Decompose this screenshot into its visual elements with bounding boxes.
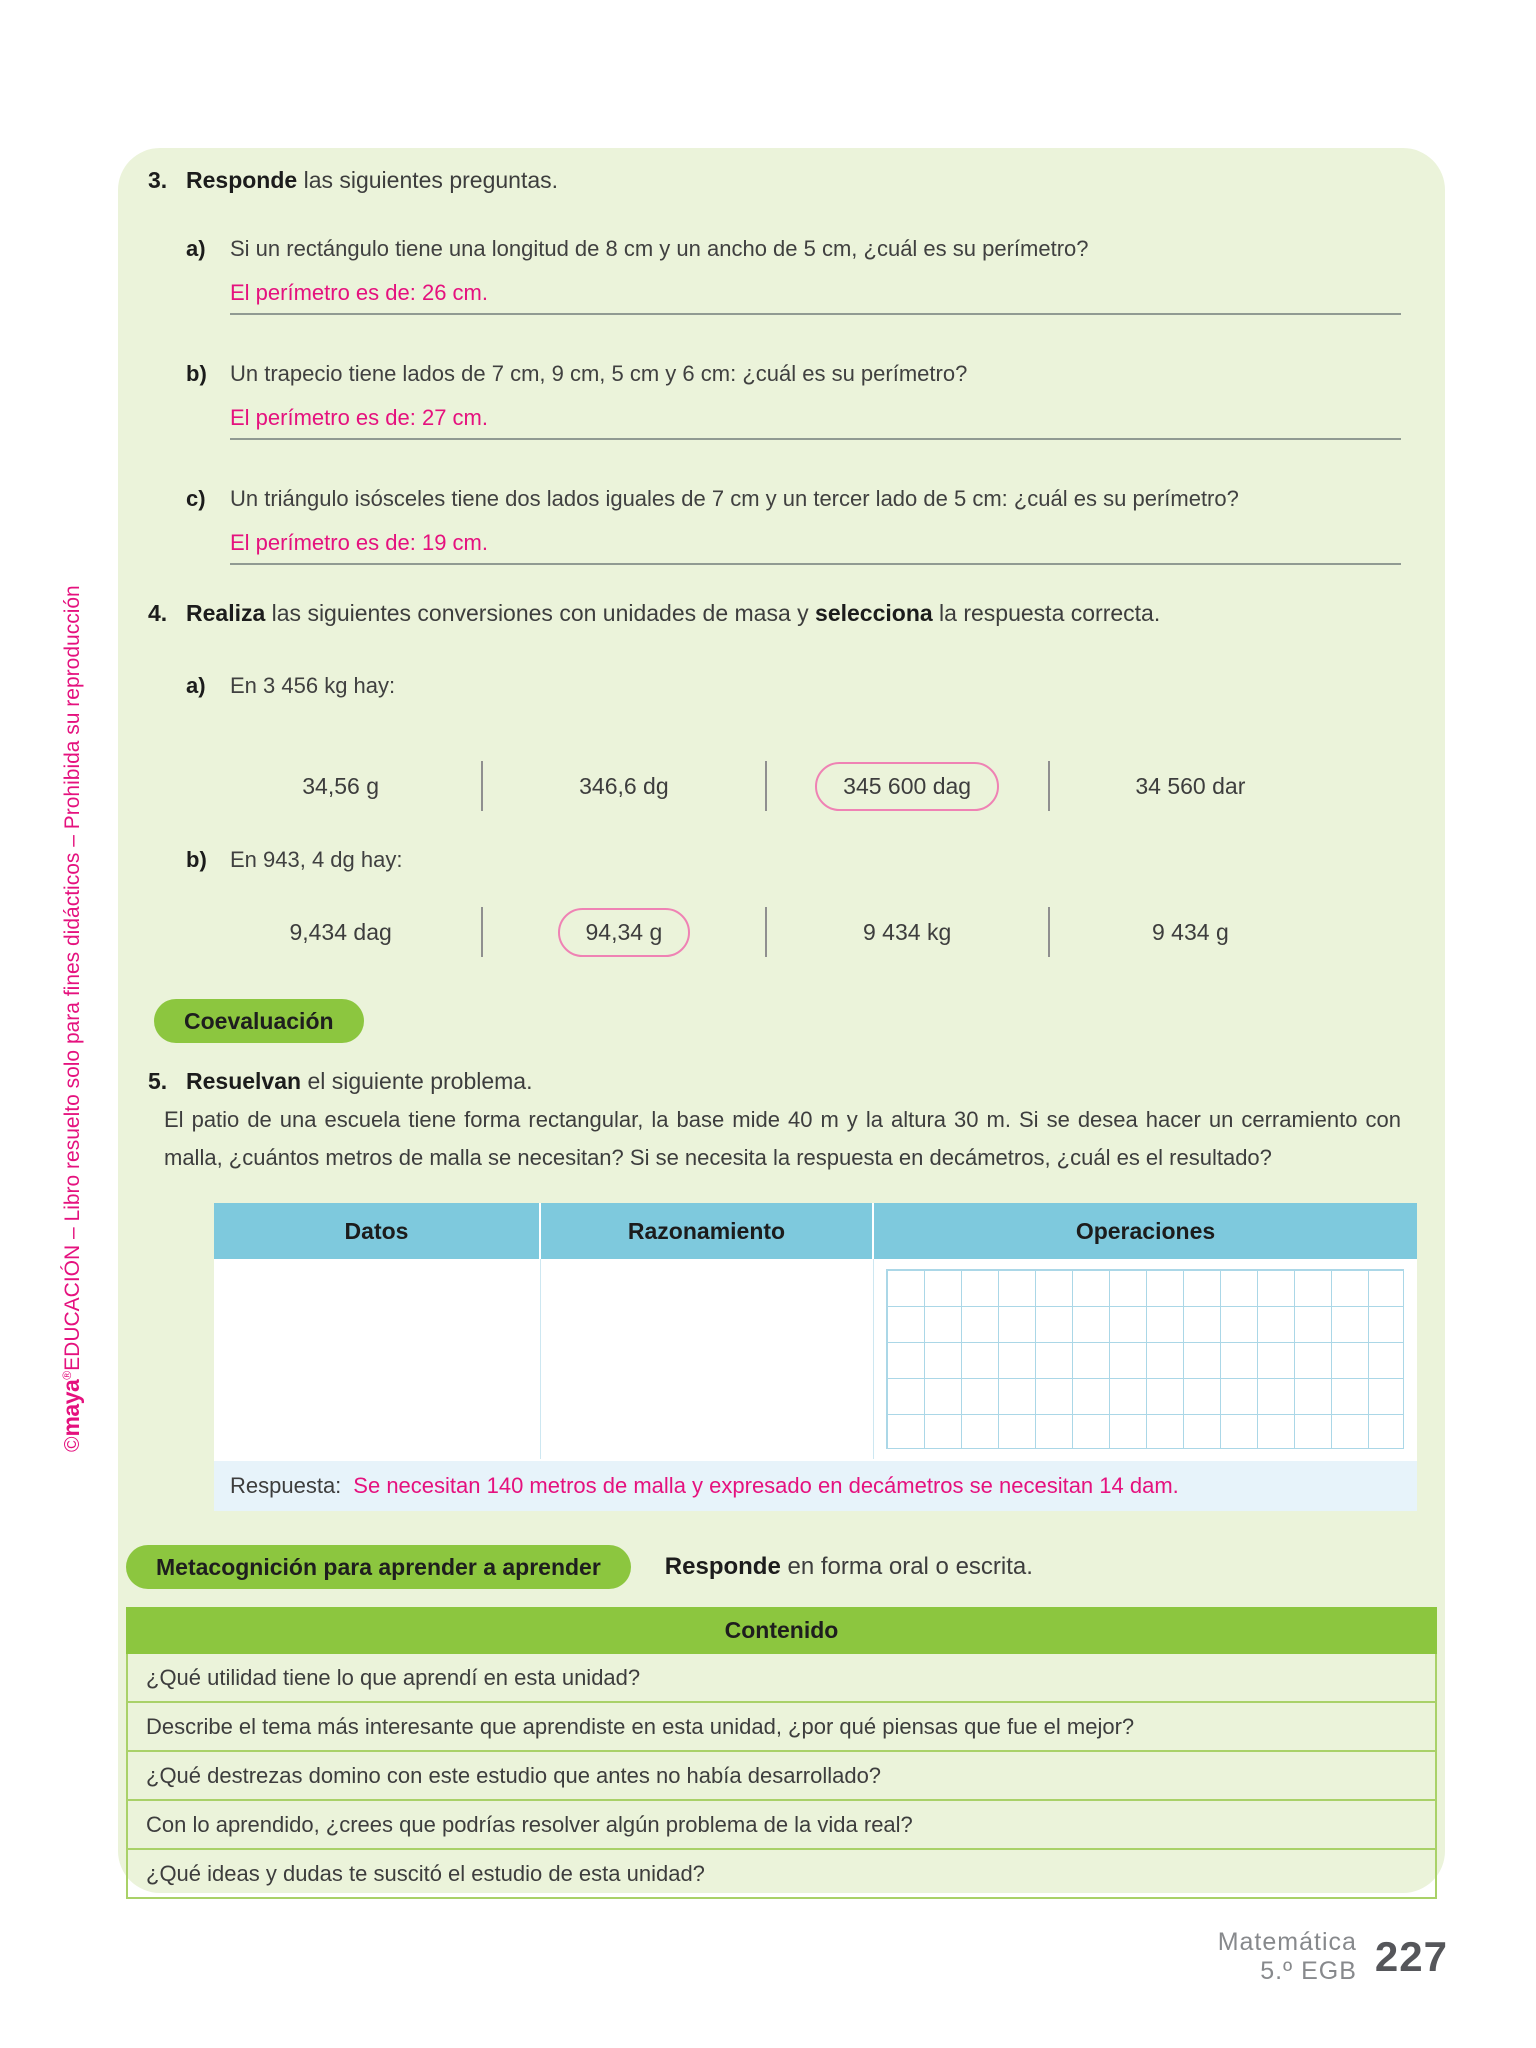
subject-label: Matemática (1217, 1928, 1357, 1956)
contenido-question: ¿Qué ideas y dudas te suscitó el estudio de esta unidad? (128, 1848, 1435, 1897)
exercise-3-title: Responde las siguientes preguntas. (186, 167, 559, 193)
options-row-4a (200, 755, 1331, 817)
question-text: Un trapecio tiene lados de 7 cm, 9 cm, 5 cm y 6 cm: ¿cuál es su perímetro? (230, 361, 968, 386)
work-table (214, 1203, 1417, 1511)
page-content-panel (118, 148, 1445, 1893)
contenido-rows (126, 1654, 1437, 1899)
operations-grid (886, 1269, 1404, 1449)
answer-line-3b: El perímetro es de: 27 cm. (230, 403, 1401, 440)
margin-copyright-notice (58, 422, 92, 1452)
exercise-4-title: Realiza las siguientes conversiones con unidades de masa y selecciona la respuesta correcta. (186, 600, 1161, 626)
metacognicion-instruction: Responde en forma oral o escrita. (664, 1553, 1033, 1580)
option-text: 94,34 g (558, 908, 691, 957)
metacognicion-row (126, 1545, 1401, 1589)
question-text: Un triángulo isósceles tiene dos lados iguales de 7 cm y un tercer lado de 5 cm: ¿cuál es su perímetro? (230, 486, 1239, 511)
exercise-number: 3. (148, 167, 168, 193)
option-text: 9,434 dag (289, 918, 392, 945)
option-text: 9 434 g (1152, 918, 1229, 945)
option-text: 34,56 g (302, 772, 379, 799)
question-4a (186, 669, 1401, 703)
question-text: Si un rectángulo tiene una longitud de 8 cm y un ancho de 5 cm, ¿cuál es su perímetro? (230, 236, 1089, 261)
metacognicion-badge: Metacognición para aprender a aprender (126, 1545, 631, 1589)
option-text: 346,6 dg (579, 772, 669, 799)
option-choice-selected (483, 908, 764, 957)
coevaluacion-badge: Coevaluación (154, 999, 364, 1043)
option-text: 9 434 kg (863, 918, 952, 945)
work-table-header (214, 1203, 1417, 1259)
question-4b (186, 843, 1401, 877)
option-choice (200, 773, 481, 800)
item-label: a) (186, 673, 206, 698)
book-subject-grade (1218, 1928, 1357, 1986)
contenido-header: Contenido (126, 1607, 1437, 1654)
page-footer (1218, 1928, 1448, 1986)
publisher-brand: maya (58, 1379, 84, 1437)
datos-cell (214, 1259, 541, 1459)
respuesta-label: Respuesta: (230, 1473, 342, 1498)
question-3a (186, 232, 1401, 266)
column-header-operaciones: Operaciones (874, 1203, 1417, 1259)
option-text: 345 600 dag (815, 762, 999, 811)
item-label: c) (186, 486, 206, 511)
option-choice (1050, 773, 1331, 800)
option-choice (483, 773, 764, 800)
option-choice-selected (767, 762, 1048, 811)
contenido-question: Describe el tema más interesante que aprendiste en esta unidad, ¿por qué piensas que fue el mejor? (128, 1701, 1435, 1750)
exercise-3-heading (148, 164, 1401, 196)
contenido-question: ¿Qué utilidad tiene lo que aprendí en esta unidad? (146, 1664, 641, 1690)
exercise-number: 5. (148, 1068, 168, 1094)
operaciones-cell (874, 1259, 1417, 1459)
question-3b (186, 357, 1401, 391)
work-table-body (214, 1259, 1417, 1459)
contenido-question: Con lo aprendido, ¿crees que podrías resolver algún problema de la vida real? (128, 1799, 1435, 1848)
respuesta-row (214, 1459, 1417, 1511)
column-header-razonamiento: Razonamiento (541, 1203, 874, 1259)
option-text: 34 560 dar (1135, 772, 1246, 799)
question-3c (186, 482, 1401, 516)
option-choice (1050, 919, 1331, 946)
answer-line-3c: El perímetro es de: 19 cm. (230, 528, 1401, 565)
options-row-4b (200, 901, 1331, 963)
option-choice (767, 919, 1048, 946)
question-text: En 943, 4 dg hay: (230, 847, 403, 872)
copyright-notice-text: EDUCACIÓN – Libro resuelto solo para fines didácticos – Prohibida su reproducción (61, 585, 84, 1371)
item-label: b) (186, 361, 207, 386)
contenido-question: ¿Qué destrezas domino con este estudio que antes no había desarrollado? (128, 1750, 1435, 1799)
razonamiento-cell (541, 1259, 874, 1459)
item-label: b) (186, 847, 207, 872)
grade-label: 5.º EGB (1260, 1957, 1357, 1985)
option-choice (200, 919, 481, 946)
problem-statement: El patio de una escuela tiene forma rectangular, la base mide 40 m y la altura 30 m. Si se desea hacer un cerramiento con malla, ¿cuántos metros de malla se necesitan? Si se necesita la respuesta en decámetros, ¿cuál es el resultado? (164, 1107, 1401, 1170)
exercise-5-title: Resuelvan el siguiente problema. (186, 1068, 533, 1094)
item-label: a) (186, 236, 206, 261)
exercise-number: 4. (148, 600, 168, 626)
registered-symbol: ® (60, 1370, 74, 1380)
column-header-datos: Datos (214, 1203, 541, 1259)
contenido-table (126, 1607, 1437, 1899)
exercise-5-heading (148, 1065, 1401, 1097)
exercise-4-heading (148, 597, 1401, 629)
question-text: En 3 456 kg hay: (230, 673, 396, 698)
respuesta-answer: Se necesitan 140 metros de malla y expresado en decámetros se necesitan 14 dam. (353, 1473, 1179, 1498)
copyright-symbol: © (61, 1436, 84, 1452)
page-number: 227 (1374, 1933, 1448, 1980)
answer-line-3a: El perímetro es de: 26 cm. (230, 278, 1401, 315)
